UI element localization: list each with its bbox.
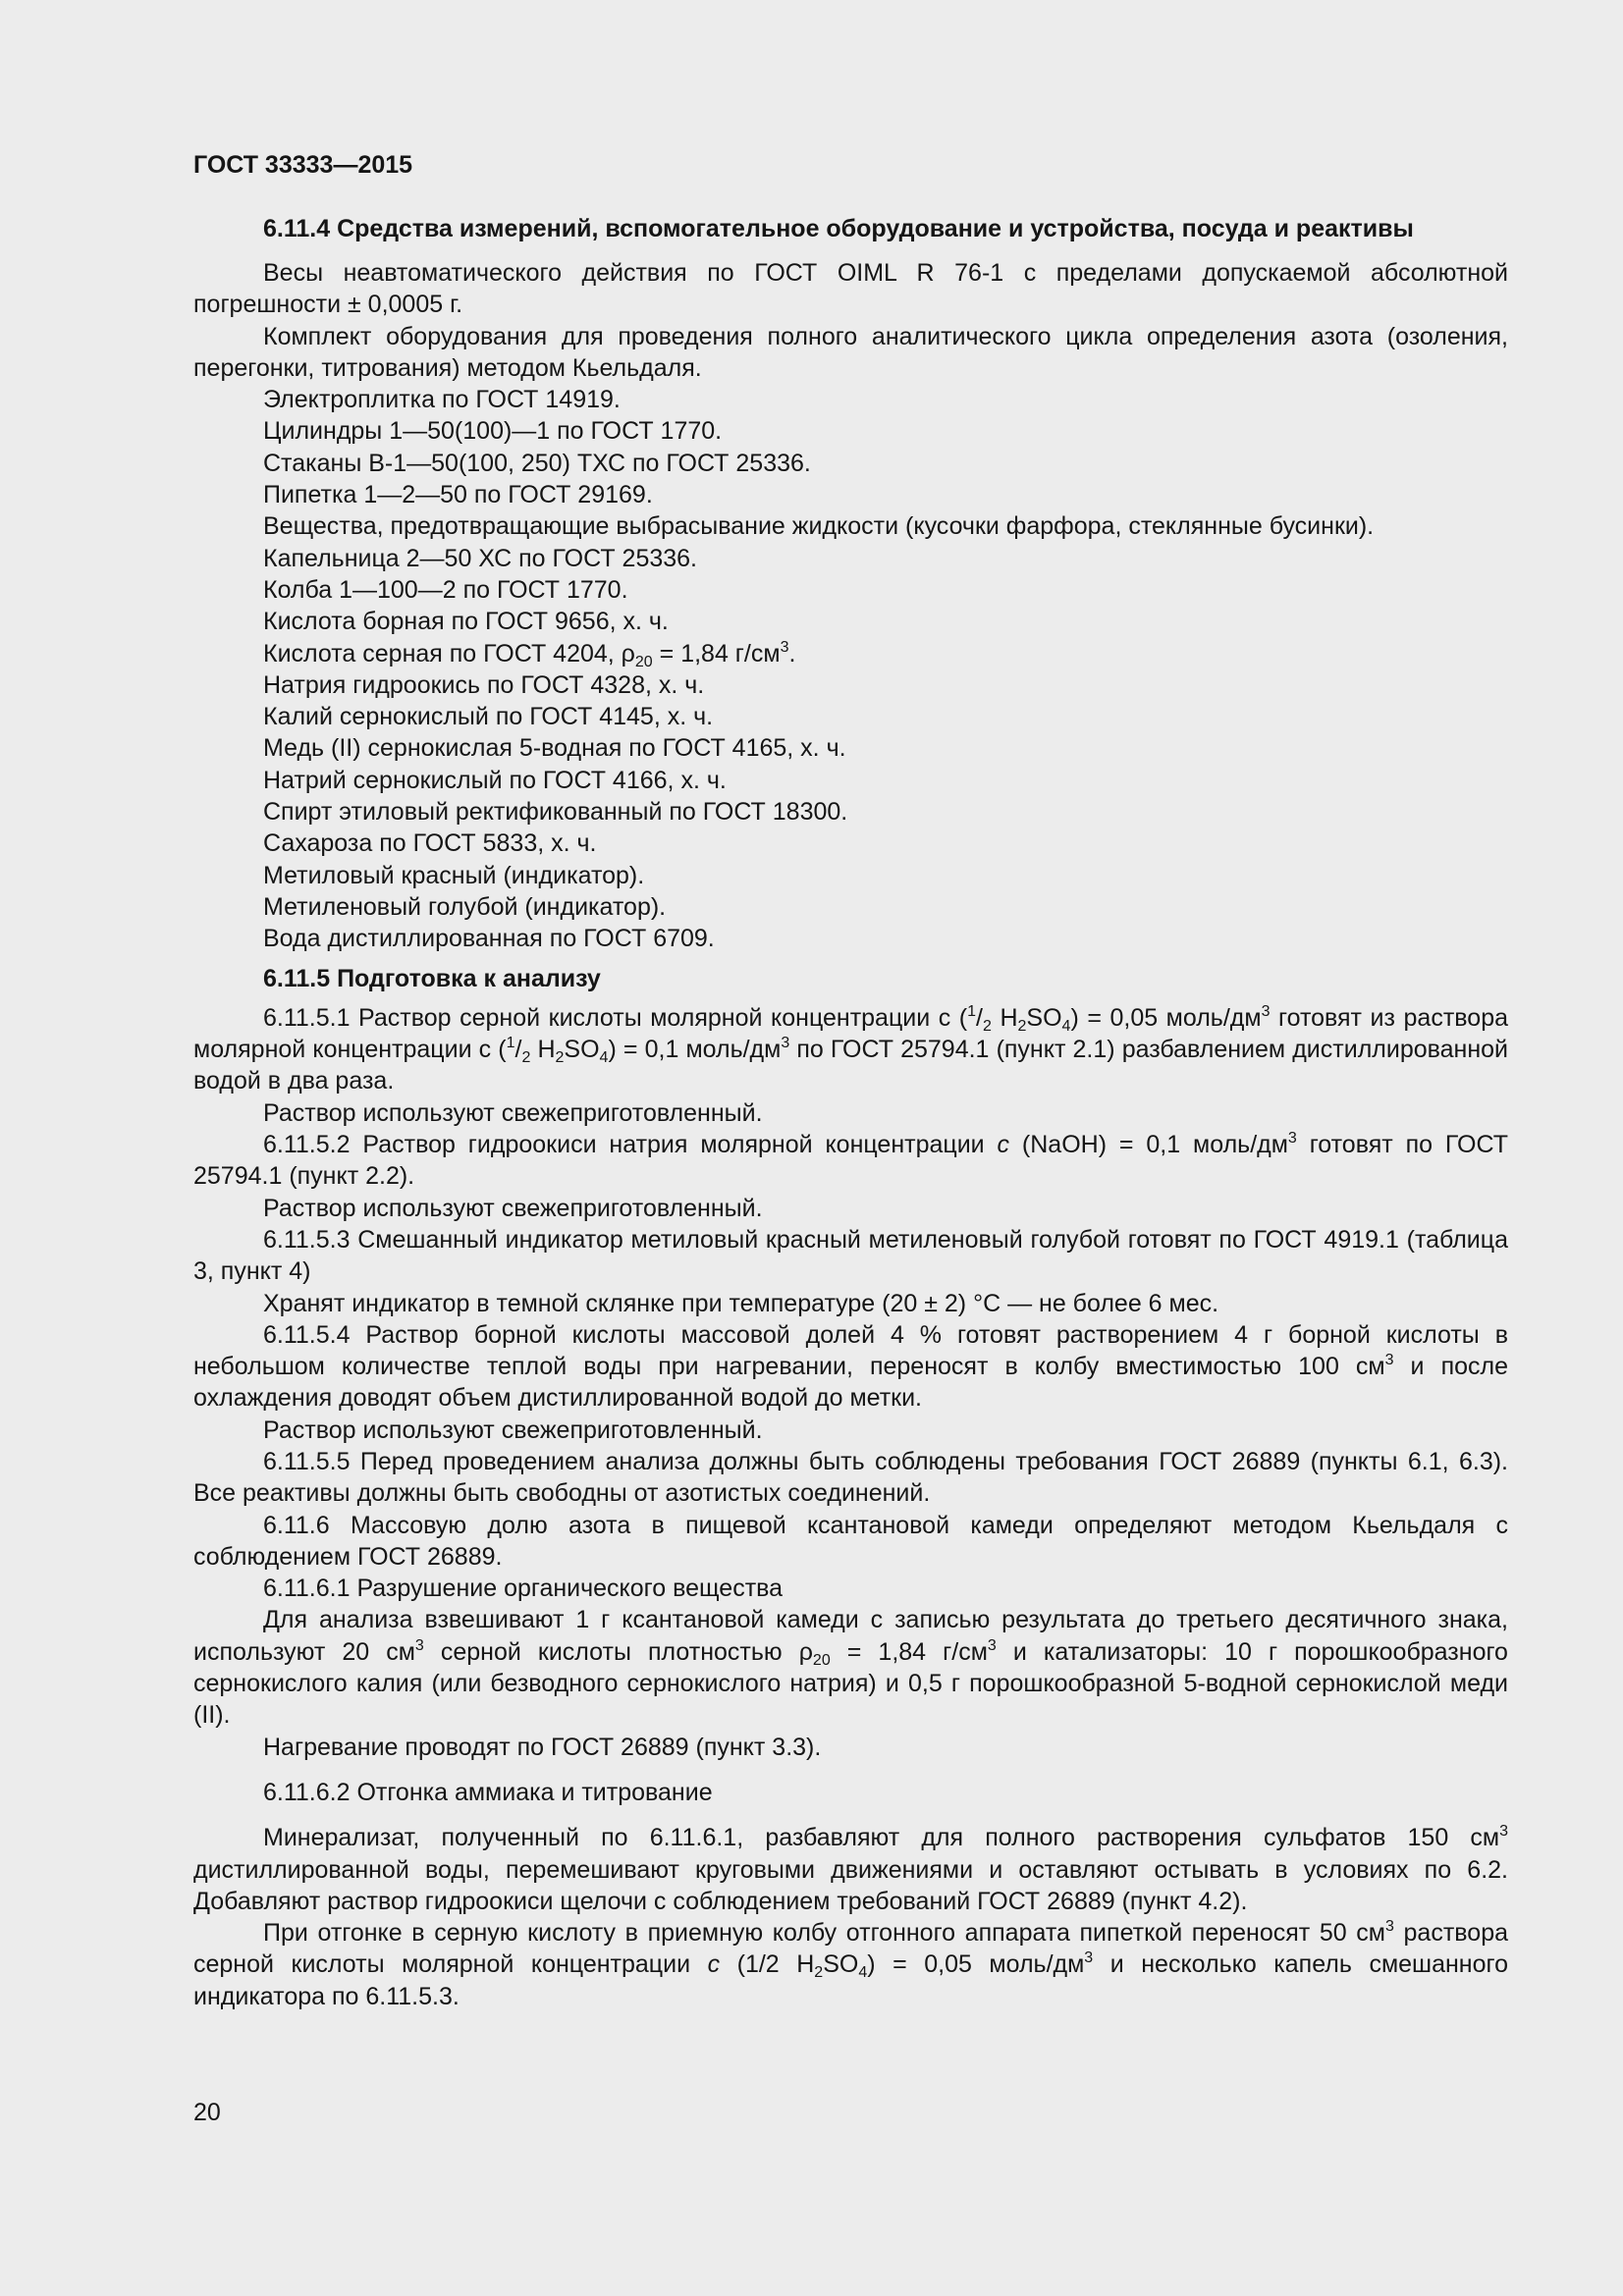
superscript: 1 <box>506 1035 515 1052</box>
paragraph-storage: Хранят индикатор в темной склянке при температуре (20 ± 2) °С — не более 6 мес. <box>263 1289 1219 1317</box>
text-run: готовят по ГОСТ 25794.1 (пункт 2.2). <box>193 1131 1508 1191</box>
list-item: Стаканы В-1—50(100, 250) ТХС по ГОСТ 25336. <box>263 449 811 477</box>
subscript: 20 <box>812 1651 831 1669</box>
text-run: ) = 0,05 моль/дм <box>867 1950 1085 1979</box>
list-item: Вода дистиллированная по ГОСТ 6709. <box>263 925 715 953</box>
subscript: 20 <box>634 653 653 670</box>
text-run: раствора серной кислоты молярной концентрации <box>193 1919 1508 1979</box>
paragraph-heating: Нагревание проводят по ГОСТ 26889 (пункт 3.3). <box>263 1733 822 1761</box>
list-item: Комплект оборудования для проведения полного аналитического цикла определения азота (озоления, перегонки, титрования) методом Кьельдаля. <box>193 322 1508 382</box>
paragraph-6-11-5-3: 6.11.5.3 Смешанный индикатор метиловый красный метиленовый голубой готовят по ГОСТ 4919.1 (таблица 3, пункт 4) <box>193 1225 1508 1286</box>
list-item: Капельница 2—50 ХС по ГОСТ 25336. <box>263 544 698 572</box>
list-item: Электроплитка по ГОСТ 14919. <box>263 386 621 414</box>
list-item: Натрий сернокислый по ГОСТ 4166, х. ч. <box>263 766 727 794</box>
text-run: готовят из раствора молярной концентрации с ( <box>193 1003 1508 1064</box>
superscript: 3 <box>987 1636 997 1654</box>
superscript: 3 <box>780 638 789 656</box>
page-content <box>193 149 1508 2012</box>
text-run: по ГОСТ 25794.1 (пункт 2.1) разбавлением дистиллированной водой в два раза. <box>193 1036 1509 1095</box>
subscript: 4 <box>1061 1017 1071 1035</box>
paragraph-fresh-solution: Раствор используют свежеприготовленный. <box>263 1098 763 1127</box>
text-run: = 1,84 г/см <box>652 639 781 667</box>
text-run: = 1,84 г/см <box>830 1637 988 1666</box>
list-item: Метиленовый голубой (индикатор). <box>263 892 667 921</box>
page-number: 20 <box>193 2099 221 2126</box>
text-run: 6.11.5.1 Раствор серной кислоты молярной концентрации с ( <box>263 1003 968 1032</box>
list-item: Сахароза по ГОСТ 5833, х. ч. <box>263 829 597 858</box>
list-item: Спирт этиловый ректификованный по ГОСТ 18300. <box>263 798 848 827</box>
section-heading-6-11-5: 6.11.5 Подготовка к анализу <box>263 964 601 992</box>
text-run: / <box>976 1003 983 1032</box>
superscript: 1 <box>967 1002 977 1020</box>
subscript: 2 <box>555 1049 565 1067</box>
text-run: Для анализа взвешивают 1 г ксантановой камеди с записью результата до третьего десятичного знака, используют 20 см <box>193 1606 1508 1666</box>
italic-symbol: с <box>997 1131 1010 1159</box>
text-run: Минерализат, полученный по 6.11.6.1, разбавляют для полного растворения сульфатов 150 см <box>263 1824 1500 1852</box>
list-item: Вещества, предотвращающие выбрасывание жидкости (кусочки фарфора, стеклянные бусинки). <box>263 512 1375 541</box>
list-item: Весы неавтоматического действия по ГОСТ OIML R 76-1 с пределами допускаемой абсолютной погрешности ± 0,0005 г. <box>193 259 1508 319</box>
subscript: 2 <box>1017 1017 1027 1035</box>
paragraph-fresh-solution: Раствор используют свежеприготовленный. <box>263 1415 763 1444</box>
text-run: ) = 0,05 моль/дм <box>1070 1003 1262 1032</box>
list-item-sulfuric-acid <box>193 638 1508 669</box>
subscript: 4 <box>599 1049 609 1067</box>
text-run: H <box>991 1003 1018 1032</box>
list-item: Кислота борная по ГОСТ 9656, х. ч. <box>263 608 669 636</box>
text-run: серной кислоты плотностью ρ <box>423 1637 813 1666</box>
text-run: дистиллированной воды, перемешивают круговыми движениями и оставляют остывать в условиях по 6.2. Добавляют раствор гидроокиси щелочи с соблюдением требований ГОСТ 26889 (пункт 4.2). <box>193 1855 1508 1915</box>
text-run: (NaOH) = 0,1 моль/дм <box>1009 1131 1288 1159</box>
subsection-title-6-11-6-2: 6.11.6.2 Отгонка аммиака и титрование <box>263 1778 713 1806</box>
superscript: 3 <box>781 1035 790 1052</box>
list-item: Калий сернокислый по ГОСТ 4145, х. ч. <box>263 703 714 731</box>
superscript: 3 <box>1084 1949 1094 1967</box>
list-item: Пипетка 1—2—50 по ГОСТ 29169. <box>263 481 653 509</box>
paragraph-6-11-5-1 <box>193 1002 1508 1097</box>
text-run: 6.11.5.4 Раствор борной кислоты массовой долей 4 % готовят растворением 4 г борной кислоты в небольшом количестве теплой воды при нагревании, переносят в колбу вместимостью 100 см <box>193 1320 1508 1381</box>
text-run: 6.11.5.2 Раствор гидроокиси натрия молярной концентрации <box>263 1131 998 1159</box>
subscript: 2 <box>521 1049 531 1067</box>
paragraph-6-11-5-2 <box>193 1129 1508 1193</box>
subscript: 2 <box>814 1964 824 1982</box>
superscript: 3 <box>1384 1352 1394 1369</box>
paragraph-fresh-solution: Раствор используют свежеприготовленный. <box>263 1194 763 1222</box>
text-run: SO <box>1026 1003 1062 1032</box>
superscript: 3 <box>1287 1130 1297 1148</box>
text-run: При отгонке в серную кислоту в приемную колбу отгонного аппарата пипеткой переносят 50 см <box>263 1919 1385 1948</box>
text-run: Кислота серная по ГОСТ 4204, ρ <box>263 639 635 667</box>
section-heading-6-11-4: 6.11.4 Средства измерений, вспомогательное оборудование и устройства, посуда и реактивы <box>263 215 1414 242</box>
text-run: SO <box>564 1036 600 1064</box>
subsection-title-6-11-6-1: 6.11.6.1 Разрушение органического вещества <box>263 1575 784 1603</box>
paragraph-distillation <box>193 1917 1508 2012</box>
list-item: Натрия гидроокись по ГОСТ 4328, х. ч. <box>263 670 705 699</box>
list-item: Медь (II) сернокислая 5-водная по ГОСТ 4165, х. ч. <box>263 734 846 763</box>
text-run: SO <box>823 1950 859 1979</box>
superscript: 3 <box>1385 1918 1394 1936</box>
text-run: / <box>514 1036 522 1064</box>
paragraph-mineralizate <box>193 1822 1508 1917</box>
text-run: ) = 0,1 моль/дм <box>608 1036 782 1064</box>
text-run: H <box>530 1036 556 1064</box>
text-run: и после охлаждения доводят объем дистиллированной водой до метки. <box>193 1353 1508 1413</box>
list-item: Колба 1—100—2 по ГОСТ 1770. <box>263 575 628 604</box>
subscript: 4 <box>858 1964 868 1982</box>
superscript: 3 <box>1261 1002 1271 1020</box>
text-run: (1/2 H <box>720 1950 815 1979</box>
superscript: 3 <box>1499 1823 1508 1841</box>
text-run: . <box>788 639 796 667</box>
italic-symbol: с <box>707 1950 721 1979</box>
paragraph-6-11-5-5: 6.11.5.5 Перед проведением анализа должны быть соблюдены требования ГОСТ 26889 (пункты 6.1, 6.3). Все реактивы должны быть свободны от азотистых соединений. <box>193 1447 1508 1508</box>
paragraph-digestion <box>193 1604 1508 1731</box>
paragraph-6-11-6: 6.11.6 Массовую долю азота в пищевой ксантановой камеди определяют методом Кьельдаля с соблюдением ГОСТ 26889. <box>193 1511 1508 1571</box>
paragraph-6-11-5-4 <box>193 1319 1508 1415</box>
text-run: и катализаторы: 10 г порошкообразного сернокислого калия (или безводного сернокислого натрия) и 0,5 г порошкообразной 5-водной сернокислой меди (II). <box>193 1637 1508 1730</box>
subscript: 2 <box>983 1017 992 1035</box>
list-item: Метиловый красный (индикатор). <box>263 861 645 889</box>
text-run: и несколько капель смешанного индикатора по 6.11.5.3. <box>193 1950 1508 2010</box>
document-header: ГОСТ 33333—2015 <box>193 151 413 179</box>
superscript: 3 <box>414 1636 424 1654</box>
list-item: Цилиндры 1—50(100)—1 по ГОСТ 1770. <box>263 417 723 446</box>
